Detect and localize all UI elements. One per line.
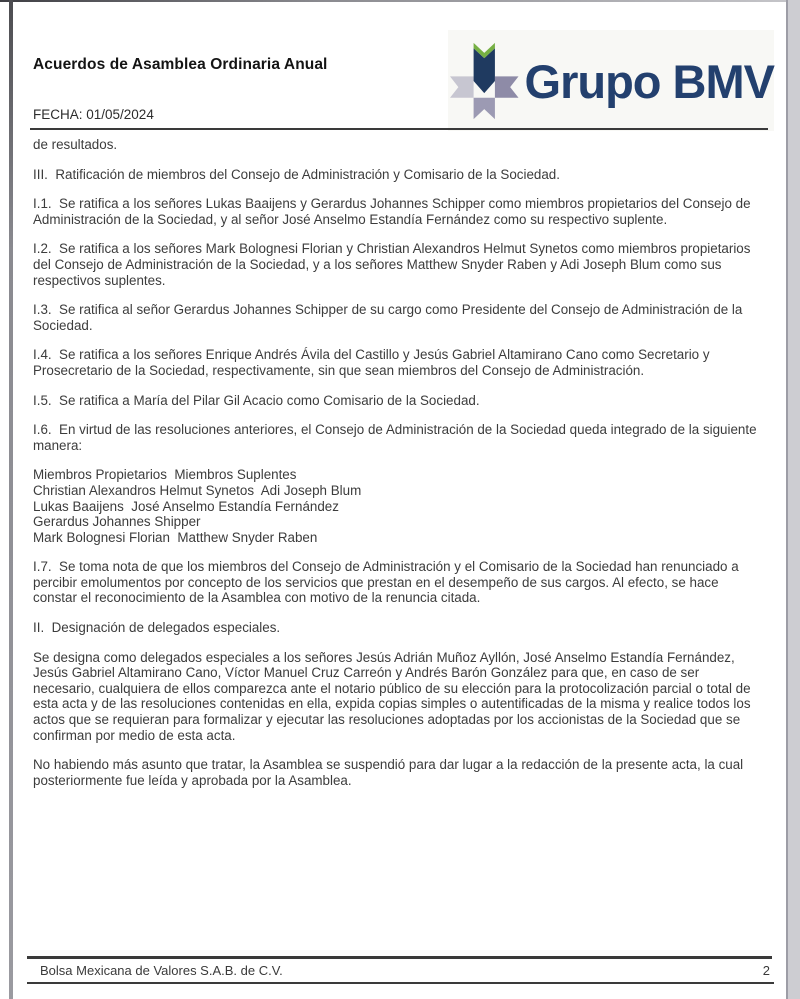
paragraph-intro: de resultados. <box>33 137 118 152</box>
document-date: FECHA: 01/05/2024 <box>33 107 154 122</box>
paragraph-i3: I.3. Se ratifica al señor Gerardus Johannes Schipper de su cargo como Presidente del Consejo de Administración de la Sociedad. <box>33 302 747 333</box>
council-member-list <box>33 467 764 545</box>
document-footer <box>40 963 770 978</box>
paragraph-i1: I.1. Se ratifica a los señores Lukas Baaijens y Gerardus Johannes Schipper como miembros propietarios del Consejo de Administración de la Sociedad, y al señor José Anselmo Estandía Fernández como su respectivo suplente. <box>33 196 754 227</box>
paragraph-section-ii: II. Designación de delegados especiales. <box>33 620 281 636</box>
paragraph-i6: I.6. En virtud de las resoluciones anteriores, el Consejo de Administración de la Sociedad queda integrado de la siguiente manera: <box>33 422 761 453</box>
paragraph-closing: No habiendo más asunto que tratar, la Asamblea se suspendió para dar lugar a la redacción de la presente acta, la cual posteriormente fue leída y aprobada por la Asamblea. <box>33 757 747 788</box>
paragraph-section-iii: III. Ratificación de miembros del Consejo de Administración y Comisario de la Sociedad. <box>33 166 560 182</box>
paragraph-delegates: Se designa como delegados especiales a los señores Jesús Adrián Muñoz Ayllón, José Anselmo Estandía Fernández, Jesús Gabriel Altamirano Cano, Víctor Manuel Cruz Carreón y Andrés Barón González para que, en caso de ser necesario, cualquiera de ellos comparezca ante el notario público de su elección para la protocolización parcial o total de esta acta y de las resoluciones contenidas en ella, expida copias simples o autentificadas de la misma y realice todos los actos que se requieran para formalizar y ejecutar las resoluciones adoptadas por los accionistas de la Sociedad que se confirman por medio de esta acta. <box>33 649 755 743</box>
photo-edge-top <box>0 0 800 2</box>
photo-edge-left <box>9 0 13 999</box>
bmv-pinwheel-icon <box>450 33 519 129</box>
header-divider <box>30 128 768 130</box>
council-list-header: Miembros Propietarios Miembros Suplentes <box>33 467 297 483</box>
council-list-row: Mark Bolognesi Florian Matthew Snyder Raben <box>33 529 318 545</box>
grupo-bmv-logo <box>448 30 774 131</box>
logo-wordmark: Grupo BMV <box>524 55 774 108</box>
paragraph-i4: I.4. Se ratifica a los señores Enrique Andrés Ávila del Castillo y Jesús Gabriel Altamirano Cano como Secretario y Prosecretario de la Sociedad, respectivamente, sin que sean miembros del Consejo de Administración. <box>33 347 714 378</box>
document-title: Acuerdos de Asamblea Ordinaria Anual <box>33 56 328 73</box>
paragraph-i2: I.2. Se ratifica a los señores Mark Bolognesi Florian y Christian Alexandros Helmut Synetos como miembros propietarios del Consejo de Administración de la Sociedad, y a los señores Matthew Snyder Raben y Adi Joseph Blum como sus respectivos suplentes. <box>33 241 755 288</box>
paragraph-i7: I.7. Se toma nota de que los miembros del Consejo de Administración y el Comisario de la Sociedad han renunciado a percibir emolumentos por concepto de los servicios que prestan en el desempeño de sus cargos. Al efecto, se hace constar el reconocimiento de la Asamblea con motivo de la renuncia citada. <box>33 559 743 606</box>
footer-divider-top <box>27 956 772 959</box>
footer-divider-bottom <box>27 982 774 984</box>
footer-page-number: 2 <box>762 963 770 978</box>
document-body <box>33 137 764 802</box>
photo-edge-right <box>786 0 800 999</box>
council-list-row: Gerardus Johannes Shipper <box>33 514 201 530</box>
paragraph-i5: I.5. Se ratifica a María del Pilar Gil Acacio como Comisario de la Sociedad. <box>33 392 480 408</box>
footer-company: Bolsa Mexicana de Valores S.A.B. de C.V. <box>40 963 283 978</box>
council-list-row: Christian Alexandros Helmut Synetos Adi Joseph Blum <box>33 482 362 498</box>
council-list-row: Lukas Baaijens José Anselmo Estandía Fernández <box>33 498 339 514</box>
